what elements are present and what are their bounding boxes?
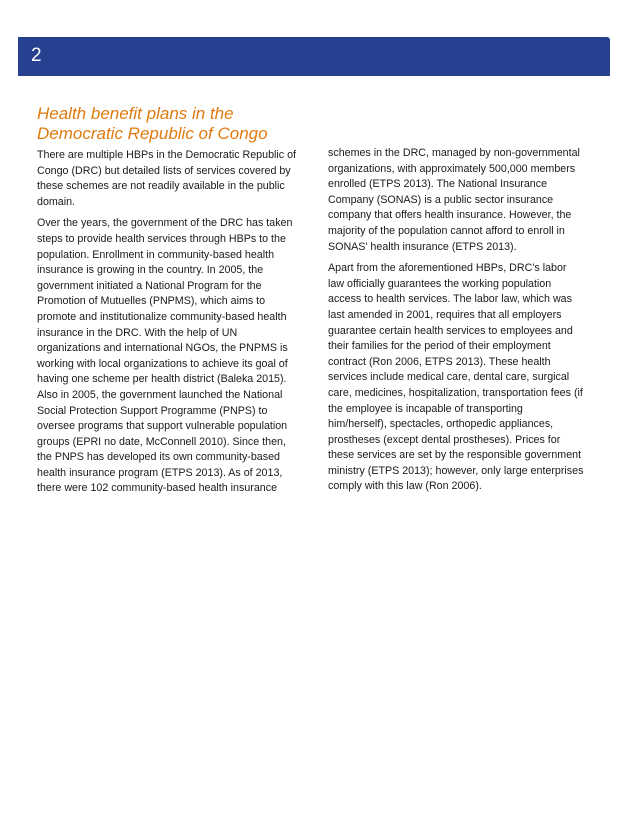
left-column [37, 148, 299, 503]
page-number: 2 [31, 45, 42, 66]
page-header-bar [18, 37, 610, 76]
section-title: Health benefit plans in the Democratic Republic of Congo [37, 104, 268, 143]
right-column [328, 146, 584, 501]
paragraph: Apart from the aforementioned HBPs, DRC's labor law officially guarantees the working population access to health services. The labor law, which was last amended in 2001, requires that all employers guarantee certain health services to employees and their families for the period of their employment contract (Ron 2006, ETPS 2013). These health services include medical care, dental care, surgical care, medicines, hospitalization, transportation fees (if the employee is incapable of transporting him/herself), spectacles, orthopedic appliances, prostheses (except dental prostheses). Prices for these services are set by the responsible government ministry (ETPS 2013); however, only large enterprises comply with this law (Ron 2006). [328, 262, 584, 493]
paragraph: schemes in the DRC, managed by non-governmental organizations, with approximately 500,000 members enrolled (ETPS 2013). The National Insurance Company (SONAS) is a public sector insurance company that offers health insurance. However, the majority of the population cannot afford to enroll in SONAS' health insurance (ETPS 2013). [328, 147, 580, 253]
paragraph: Over the years, the government of the DRC has taken steps to provide health services through HBPs to the population. Enrollment in community-based health insurance is growing in the country. In 2005, the government initiated a National Program for the Promotion of Mutuelles (PNPMS), which aims to promote and institutionalize community-based health insurance in the DRC. With the help of UN organizations and international NGOs, the PNPMS is working with local organizations to achieve its goal of having one scheme per health district (Baleka 2015). Also in 2005, the government launched the National Social Protection Support Programme (PNPS) to oversee programs that support vulnerable population groups (EPRI no date, McConnell 2010). Since then, the PNPS has developed its own community-based health insurance program (ETPS 2013). As of 2013, there were 102 community-based health insurance [37, 217, 293, 495]
paragraph: There are multiple HBPs in the Democratic Republic of Congo (DRC) but detailed lists of services covered by these schemes are not readily available in the public domain. [37, 149, 296, 208]
